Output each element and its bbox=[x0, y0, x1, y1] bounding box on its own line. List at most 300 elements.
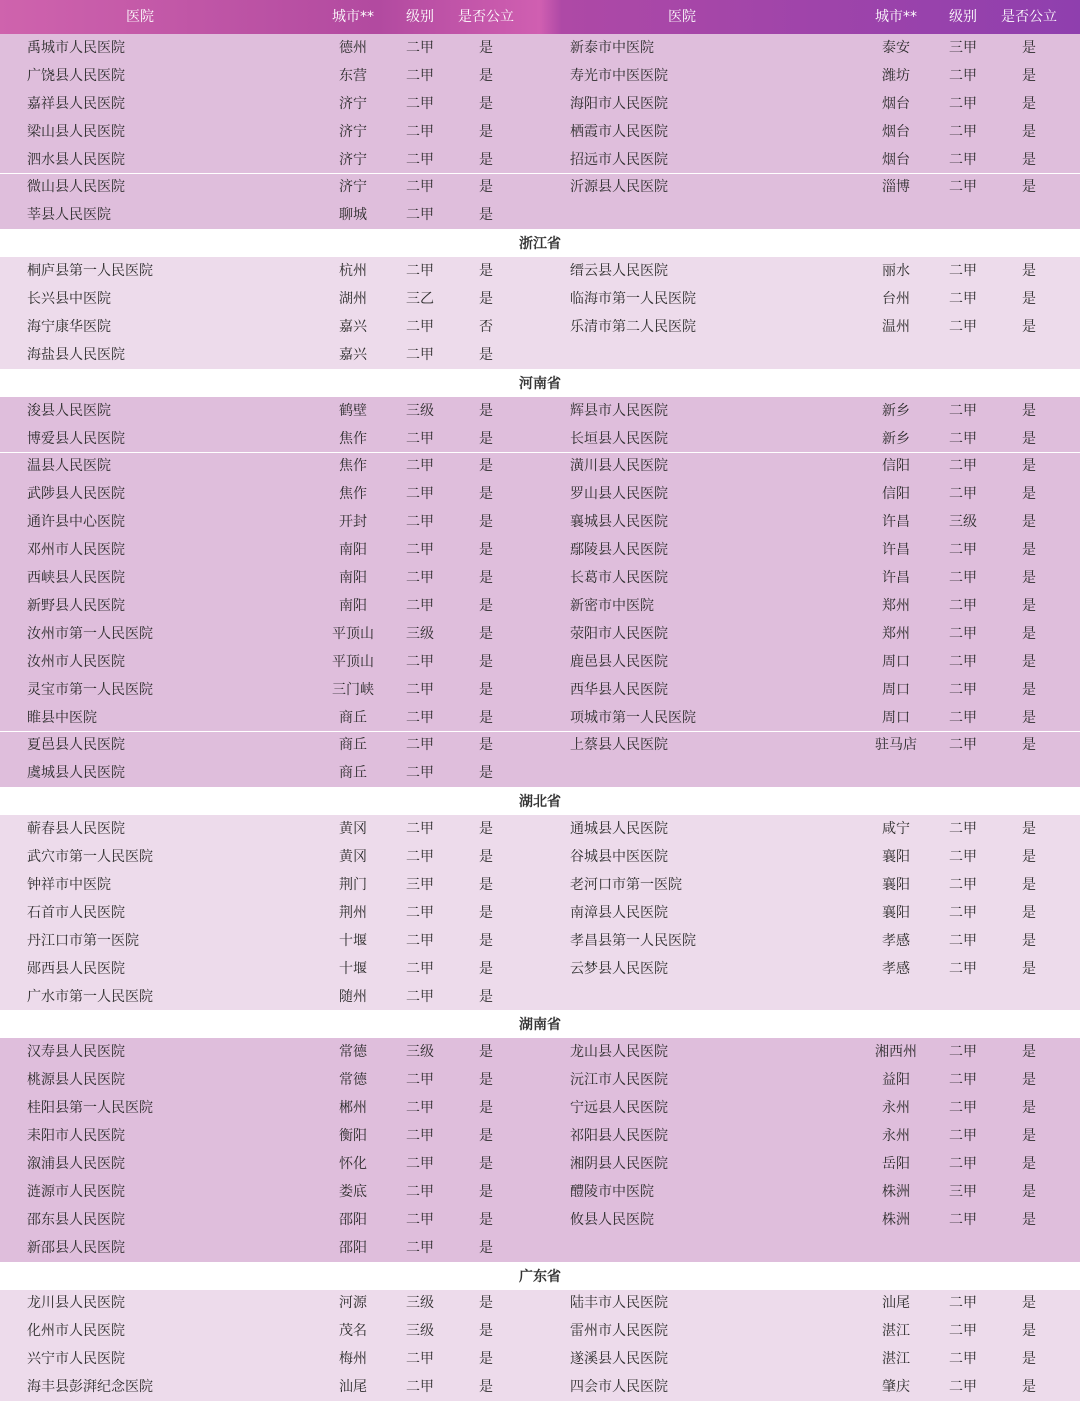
table-row bbox=[0, 453, 1080, 481]
table-row bbox=[0, 620, 1080, 648]
city: 孝感 bbox=[882, 960, 910, 977]
hospital-name: 桐庐县第一人民医院 bbox=[27, 263, 153, 280]
level: 二甲 bbox=[406, 207, 434, 224]
level: 二甲 bbox=[949, 653, 977, 670]
hospital-name: 嘉祥县人民医院 bbox=[27, 95, 125, 112]
public-status: 是 bbox=[479, 932, 493, 949]
level: 三级 bbox=[406, 625, 434, 642]
city: 梅州 bbox=[339, 1351, 367, 1368]
level: 二甲 bbox=[406, 151, 434, 168]
public-status: 是 bbox=[1022, 1183, 1036, 1200]
level: 三级 bbox=[406, 1295, 434, 1312]
hospital-name: 招远市人民医院 bbox=[570, 151, 668, 168]
city: 荆州 bbox=[339, 904, 367, 921]
header-level: 级别 bbox=[949, 9, 977, 25]
hospital-name: 陆丰市人民医院 bbox=[570, 1295, 668, 1312]
public-status: 是 bbox=[1022, 151, 1036, 168]
hospital-name: 潢川县人民医院 bbox=[570, 458, 668, 475]
city: 益阳 bbox=[882, 1072, 910, 1089]
hospital-name: 海盐县人民医院 bbox=[27, 346, 125, 363]
level: 二甲 bbox=[949, 570, 977, 587]
province-heading bbox=[0, 369, 1080, 397]
level: 二甲 bbox=[949, 542, 977, 559]
public-status: 是 bbox=[1022, 67, 1036, 84]
hospital-name: 莘县人民医院 bbox=[27, 207, 111, 224]
public-status: 是 bbox=[1022, 625, 1036, 642]
public-status: 是 bbox=[1022, 486, 1036, 503]
table-row bbox=[0, 1373, 1080, 1401]
table-row bbox=[0, 341, 1080, 369]
hospital-name: 孝昌县第一人民医院 bbox=[570, 932, 696, 949]
city: 驻马店 bbox=[875, 737, 917, 754]
level: 二甲 bbox=[949, 960, 977, 977]
city: 济宁 bbox=[339, 95, 367, 112]
header-city: 城市** bbox=[875, 9, 917, 25]
public-status: 是 bbox=[1022, 1211, 1036, 1228]
hospital-name: 栖霞市人民医院 bbox=[570, 123, 668, 140]
hospital-name: 宁远县人民医院 bbox=[570, 1100, 668, 1117]
header-city: 城市** bbox=[332, 9, 374, 25]
public-status: 是 bbox=[1022, 1155, 1036, 1172]
public-status: 是 bbox=[479, 653, 493, 670]
table-row bbox=[0, 676, 1080, 704]
hospital-name: 鄢陵县人民医院 bbox=[570, 542, 668, 559]
hospital-name: 荥阳市人民医院 bbox=[570, 625, 668, 642]
city: 嘉兴 bbox=[339, 346, 367, 363]
level: 三级 bbox=[406, 1044, 434, 1061]
city: 新乡 bbox=[882, 402, 910, 419]
city: 东营 bbox=[339, 67, 367, 84]
table-row bbox=[0, 1234, 1080, 1262]
city: 焦作 bbox=[339, 486, 367, 503]
level: 二甲 bbox=[949, 1044, 977, 1061]
city: 温州 bbox=[882, 318, 910, 335]
level: 二甲 bbox=[406, 681, 434, 698]
hospital-name: 谷城县中医医院 bbox=[570, 849, 668, 866]
level: 二甲 bbox=[949, 179, 977, 196]
public-status: 是 bbox=[1022, 1379, 1036, 1396]
city: 开封 bbox=[339, 514, 367, 531]
table-row bbox=[0, 1038, 1080, 1066]
city: 周口 bbox=[882, 681, 910, 698]
level: 二甲 bbox=[406, 932, 434, 949]
level: 二甲 bbox=[949, 430, 977, 447]
hospital-name: 博爱县人民医院 bbox=[27, 430, 125, 447]
public-status: 是 bbox=[479, 514, 493, 531]
city: 商丘 bbox=[339, 765, 367, 782]
city: 潍坊 bbox=[882, 67, 910, 84]
hospital-name: 蕲春县人民医院 bbox=[27, 821, 125, 838]
public-status: 是 bbox=[479, 1155, 493, 1172]
public-status: 是 bbox=[479, 960, 493, 977]
public-status: 是 bbox=[1022, 570, 1036, 587]
level: 二甲 bbox=[949, 904, 977, 921]
city: 南阳 bbox=[339, 542, 367, 559]
public-status: 是 bbox=[479, 625, 493, 642]
level: 二甲 bbox=[949, 932, 977, 949]
city: 襄阳 bbox=[882, 876, 910, 893]
level: 二甲 bbox=[406, 514, 434, 531]
hospital-name: 龙山县人民医院 bbox=[570, 1044, 668, 1061]
hospital-name: 临海市第一人民医院 bbox=[570, 291, 696, 308]
city: 永州 bbox=[882, 1100, 910, 1117]
hospital-name: 邓州市人民医院 bbox=[27, 542, 125, 559]
city: 咸宁 bbox=[882, 821, 910, 838]
hospital-name: 云梦县人民医院 bbox=[570, 960, 668, 977]
public-status: 是 bbox=[479, 263, 493, 280]
public-status: 是 bbox=[1022, 876, 1036, 893]
hospital-name: 新密市中医院 bbox=[570, 597, 654, 614]
city: 茂名 bbox=[339, 1323, 367, 1340]
city: 衡阳 bbox=[339, 1128, 367, 1145]
hospital-name: 项城市第一人民医院 bbox=[570, 709, 696, 726]
table-row bbox=[0, 257, 1080, 285]
hospital-name: 罗山县人民医院 bbox=[570, 486, 668, 503]
province-heading bbox=[0, 1011, 1080, 1039]
hospital-name: 虞城县人民医院 bbox=[27, 765, 125, 782]
level: 二甲 bbox=[406, 988, 434, 1005]
city: 许昌 bbox=[882, 570, 910, 587]
public-status: 是 bbox=[1022, 904, 1036, 921]
level: 三甲 bbox=[406, 876, 434, 893]
city: 信阳 bbox=[882, 458, 910, 475]
province-heading bbox=[0, 1262, 1080, 1290]
header-level: 级别 bbox=[406, 9, 434, 25]
table-row bbox=[0, 480, 1080, 508]
table-row bbox=[0, 815, 1080, 843]
city: 新乡 bbox=[882, 430, 910, 447]
city: 汕尾 bbox=[339, 1379, 367, 1396]
province-title: 湖南省 bbox=[519, 1017, 561, 1034]
table-row bbox=[0, 1178, 1080, 1206]
public-status: 是 bbox=[479, 123, 493, 140]
hospital-name: 武陟县人民医院 bbox=[27, 486, 125, 503]
public-status: 是 bbox=[479, 1072, 493, 1089]
table-row bbox=[0, 508, 1080, 536]
hospital-name: 雷州市人民医院 bbox=[570, 1323, 668, 1340]
public-status: 是 bbox=[1022, 1128, 1036, 1145]
level: 二甲 bbox=[949, 402, 977, 419]
hospital-name: 睢县中医院 bbox=[27, 709, 97, 726]
hospital-name: 龙川县人民医院 bbox=[27, 1295, 125, 1312]
table-row bbox=[0, 90, 1080, 118]
public-status: 是 bbox=[1022, 458, 1036, 475]
city: 永州 bbox=[882, 1128, 910, 1145]
level: 二甲 bbox=[406, 458, 434, 475]
public-status: 是 bbox=[1022, 179, 1036, 196]
city: 株洲 bbox=[882, 1183, 910, 1200]
table-row bbox=[0, 146, 1080, 174]
level: 二甲 bbox=[406, 597, 434, 614]
public-status: 是 bbox=[1022, 1072, 1036, 1089]
level: 二甲 bbox=[406, 960, 434, 977]
level: 二甲 bbox=[406, 39, 434, 56]
public-status: 是 bbox=[1022, 932, 1036, 949]
level: 三级 bbox=[949, 514, 977, 531]
hospital-name: 浚县人民医院 bbox=[27, 402, 111, 419]
hospital-name: 海阳市人民医院 bbox=[570, 95, 668, 112]
public-status: 是 bbox=[479, 821, 493, 838]
level: 二甲 bbox=[949, 709, 977, 726]
city: 孝感 bbox=[882, 932, 910, 949]
level: 二甲 bbox=[406, 318, 434, 335]
public-status: 是 bbox=[479, 346, 493, 363]
public-status: 是 bbox=[479, 849, 493, 866]
public-status: 是 bbox=[1022, 681, 1036, 698]
level: 二甲 bbox=[406, 737, 434, 754]
level: 二甲 bbox=[406, 1128, 434, 1145]
city: 烟台 bbox=[882, 151, 910, 168]
level: 二甲 bbox=[406, 904, 434, 921]
public-status: 是 bbox=[479, 1351, 493, 1368]
level: 二甲 bbox=[406, 849, 434, 866]
level: 三甲 bbox=[949, 1183, 977, 1200]
level: 二甲 bbox=[406, 1211, 434, 1228]
level: 二甲 bbox=[406, 542, 434, 559]
public-status: 是 bbox=[1022, 737, 1036, 754]
header-hospital-name: 医院 bbox=[126, 9, 154, 25]
hospital-name: 沂源县人民医院 bbox=[570, 179, 668, 196]
table-row bbox=[0, 397, 1080, 425]
hospital-name: 寿光市中医医院 bbox=[570, 67, 668, 84]
hospital-name: 微山县人民医院 bbox=[27, 179, 125, 196]
public-status: 是 bbox=[479, 1379, 493, 1396]
hospital-name: 邵东县人民医院 bbox=[27, 1211, 125, 1228]
level: 二甲 bbox=[949, 597, 977, 614]
public-status: 是 bbox=[1022, 514, 1036, 531]
table-row bbox=[0, 704, 1080, 732]
level: 二甲 bbox=[406, 430, 434, 447]
public-status: 是 bbox=[1022, 597, 1036, 614]
city: 十堰 bbox=[339, 960, 367, 977]
city: 邵阳 bbox=[339, 1239, 367, 1256]
city: 怀化 bbox=[339, 1155, 367, 1172]
public-status: 是 bbox=[1022, 709, 1036, 726]
city: 杭州 bbox=[339, 263, 367, 280]
public-status: 是 bbox=[1022, 849, 1036, 866]
public-status: 是 bbox=[1022, 542, 1036, 559]
city: 德州 bbox=[339, 39, 367, 56]
table-row bbox=[0, 732, 1080, 760]
hospital-name: 石首市人民医院 bbox=[27, 904, 125, 921]
hospital-name: 湘阴县人民医院 bbox=[570, 1155, 668, 1172]
public-status: 是 bbox=[479, 430, 493, 447]
city: 株洲 bbox=[882, 1211, 910, 1228]
hospital-name: 丹江口市第一医院 bbox=[27, 932, 139, 949]
header-hospital-name: 医院 bbox=[668, 9, 696, 25]
hospital-name: 上蔡县人民医院 bbox=[570, 737, 668, 754]
hospital-name: 缙云县人民医院 bbox=[570, 263, 668, 280]
hospital-name: 广饶县人民医院 bbox=[27, 67, 125, 84]
hospital-name: 长葛市人民医院 bbox=[570, 570, 668, 587]
table-row bbox=[0, 1206, 1080, 1234]
province-heading bbox=[0, 787, 1080, 815]
public-status: 是 bbox=[1022, 123, 1036, 140]
city: 泰安 bbox=[882, 39, 910, 56]
public-status: 是 bbox=[1022, 430, 1036, 447]
level: 二甲 bbox=[949, 291, 977, 308]
city: 平顶山 bbox=[332, 625, 374, 642]
public-status: 是 bbox=[1022, 291, 1036, 308]
city: 郑州 bbox=[882, 625, 910, 642]
public-status: 是 bbox=[479, 876, 493, 893]
city: 聊城 bbox=[339, 207, 367, 224]
hospital-name: 遂溪县人民医院 bbox=[570, 1351, 668, 1368]
table-row bbox=[0, 592, 1080, 620]
public-status: 是 bbox=[479, 765, 493, 782]
city: 济宁 bbox=[339, 151, 367, 168]
public-status: 是 bbox=[479, 1323, 493, 1340]
province-heading bbox=[0, 229, 1080, 257]
city: 湖州 bbox=[339, 291, 367, 308]
hospital-name: 老河口市第一医院 bbox=[570, 876, 682, 893]
hospital-name: 乐清市第二人民医院 bbox=[570, 318, 696, 335]
level: 二甲 bbox=[406, 123, 434, 140]
level: 二甲 bbox=[949, 318, 977, 335]
table-row bbox=[0, 174, 1080, 202]
hospital-name: 新野县人民医院 bbox=[27, 597, 125, 614]
public-status: 是 bbox=[479, 1183, 493, 1200]
city: 黄冈 bbox=[339, 821, 367, 838]
hospital-name: 夏邑县人民医院 bbox=[27, 737, 125, 754]
public-status: 是 bbox=[479, 67, 493, 84]
level: 二甲 bbox=[406, 653, 434, 670]
hospital-name: 汉寿县人民医院 bbox=[27, 1044, 125, 1061]
city: 焦作 bbox=[339, 458, 367, 475]
level: 二甲 bbox=[406, 179, 434, 196]
level: 二甲 bbox=[949, 1128, 977, 1145]
level: 二甲 bbox=[406, 1239, 434, 1256]
public-status: 是 bbox=[479, 402, 493, 419]
hospital-name: 汝州市第一人民医院 bbox=[27, 625, 153, 642]
city: 常德 bbox=[339, 1072, 367, 1089]
city: 信阳 bbox=[882, 486, 910, 503]
city: 三门峡 bbox=[332, 681, 374, 698]
hospital-name: 四会市人民医院 bbox=[570, 1379, 668, 1396]
city: 湛江 bbox=[882, 1351, 910, 1368]
public-status: 是 bbox=[1022, 402, 1036, 419]
public-status: 是 bbox=[479, 95, 493, 112]
hospital-name: 广水市第一人民医院 bbox=[27, 988, 153, 1005]
table-row bbox=[0, 759, 1080, 787]
hospital-name: 郧西县人民医院 bbox=[27, 960, 125, 977]
public-status: 是 bbox=[479, 291, 493, 308]
city: 台州 bbox=[882, 291, 910, 308]
level: 二甲 bbox=[949, 821, 977, 838]
hospital-name: 襄城县人民医院 bbox=[570, 514, 668, 531]
level: 二甲 bbox=[406, 67, 434, 84]
level: 三乙 bbox=[406, 291, 434, 308]
level: 二甲 bbox=[406, 1379, 434, 1396]
public-status: 是 bbox=[479, 597, 493, 614]
public-status: 是 bbox=[1022, 95, 1036, 112]
hospital-name: 禹城市人民医院 bbox=[27, 39, 125, 56]
city: 周口 bbox=[882, 709, 910, 726]
hospital-name: 涟源市人民医院 bbox=[27, 1183, 125, 1200]
level: 二甲 bbox=[406, 1183, 434, 1200]
hospital-name: 武穴市第一人民医院 bbox=[27, 849, 153, 866]
hospital-name: 新泰市中医院 bbox=[570, 39, 654, 56]
public-status: 是 bbox=[1022, 39, 1036, 56]
province-title: 浙江省 bbox=[519, 236, 561, 253]
city: 嘉兴 bbox=[339, 318, 367, 335]
hospital-name: 汝州市人民医院 bbox=[27, 653, 125, 670]
level: 二甲 bbox=[406, 1155, 434, 1172]
hospital-name: 耒阳市人民医院 bbox=[27, 1128, 125, 1145]
level: 二甲 bbox=[949, 486, 977, 503]
table-row bbox=[0, 983, 1080, 1011]
level: 二甲 bbox=[949, 67, 977, 84]
table-row bbox=[0, 1094, 1080, 1122]
public-status: 是 bbox=[479, 458, 493, 475]
hospital-name: 祁阳县人民医院 bbox=[570, 1128, 668, 1145]
level: 二甲 bbox=[949, 1323, 977, 1340]
level: 二甲 bbox=[949, 1072, 977, 1089]
level: 二甲 bbox=[406, 570, 434, 587]
hospital-name: 通城县人民医院 bbox=[570, 821, 668, 838]
level: 二甲 bbox=[406, 1100, 434, 1117]
public-status: 是 bbox=[1022, 1100, 1036, 1117]
city: 十堰 bbox=[339, 932, 367, 949]
header-public-status: 是否公立 bbox=[458, 9, 514, 25]
table-row bbox=[0, 118, 1080, 146]
table-row bbox=[0, 899, 1080, 927]
public-status: 是 bbox=[479, 207, 493, 224]
city: 黄冈 bbox=[339, 849, 367, 866]
hospital-name: 化州市人民医院 bbox=[27, 1323, 125, 1340]
hospital-name: 温县人民医院 bbox=[27, 458, 111, 475]
hospital-name: 辉县市人民医院 bbox=[570, 402, 668, 419]
hospital-name: 南漳县人民医院 bbox=[570, 904, 668, 921]
hospital-name: 桂阳县第一人民医院 bbox=[27, 1100, 153, 1117]
public-status: 否 bbox=[479, 318, 493, 335]
table-row bbox=[0, 1317, 1080, 1345]
level: 二甲 bbox=[949, 95, 977, 112]
public-status: 是 bbox=[479, 1211, 493, 1228]
level: 二甲 bbox=[949, 849, 977, 866]
table-row bbox=[0, 34, 1080, 62]
public-status: 是 bbox=[479, 709, 493, 726]
public-status: 是 bbox=[1022, 821, 1036, 838]
province-title: 湖北省 bbox=[519, 794, 561, 811]
hospital-name: 攸县人民医院 bbox=[570, 1211, 654, 1228]
city: 济宁 bbox=[339, 179, 367, 196]
public-status: 是 bbox=[479, 904, 493, 921]
city: 商丘 bbox=[339, 709, 367, 726]
level: 二甲 bbox=[949, 458, 977, 475]
header-public-status: 是否公立 bbox=[1001, 9, 1057, 25]
city: 湘西州 bbox=[875, 1044, 917, 1061]
city: 湛江 bbox=[882, 1323, 910, 1340]
city: 襄阳 bbox=[882, 904, 910, 921]
public-status: 是 bbox=[479, 681, 493, 698]
level: 二甲 bbox=[949, 151, 977, 168]
table-header bbox=[0, 0, 1080, 34]
public-status: 是 bbox=[479, 179, 493, 196]
level: 二甲 bbox=[949, 737, 977, 754]
hospital-name: 溆浦县人民医院 bbox=[27, 1155, 125, 1172]
level: 二甲 bbox=[949, 1100, 977, 1117]
table-row bbox=[0, 536, 1080, 564]
province-title: 河南省 bbox=[519, 375, 561, 392]
city: 淄博 bbox=[882, 179, 910, 196]
level: 二甲 bbox=[949, 681, 977, 698]
public-status: 是 bbox=[479, 486, 493, 503]
level: 三级 bbox=[406, 402, 434, 419]
table-row bbox=[0, 313, 1080, 341]
hospital-name: 长垣县人民医院 bbox=[570, 430, 668, 447]
city: 丽水 bbox=[882, 263, 910, 280]
